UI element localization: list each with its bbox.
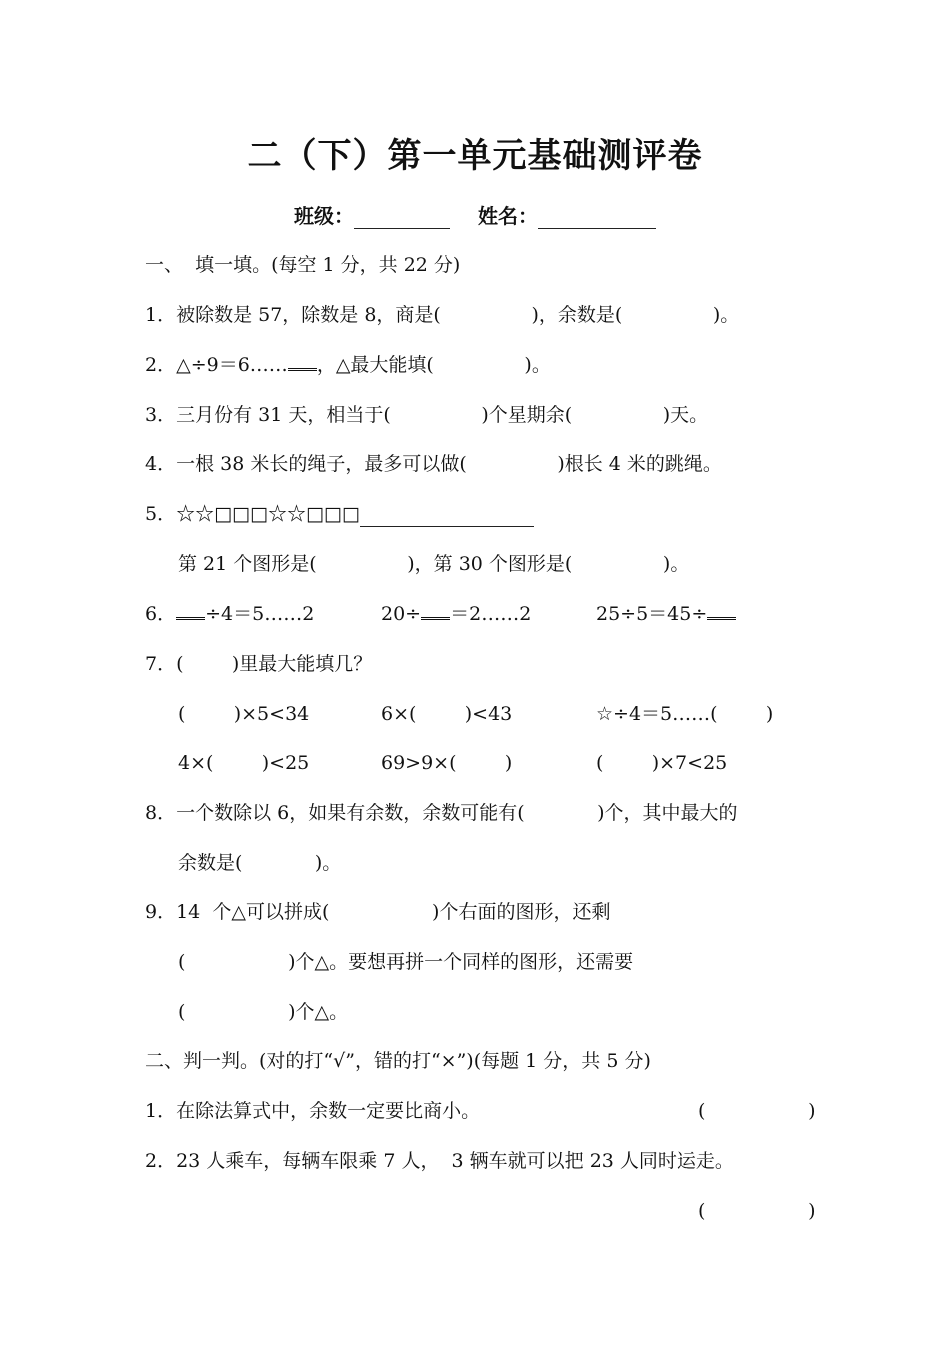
q6-b-text2: ＝2……2 xyxy=(450,603,532,625)
q2-expression: 2．△÷9＝6…… xyxy=(145,354,288,376)
q6-c-text: 25÷5＝45÷ xyxy=(596,603,708,625)
q7-row1-item2: 6×( )<43 xyxy=(381,703,513,725)
question-1-6-c xyxy=(596,601,736,627)
question-1-6-a xyxy=(145,601,314,627)
q6-number: 6． xyxy=(145,603,177,625)
question-1-8-line1: 8．一个数除以 6，如果有余数，余数可能有( )个，其中最大的 xyxy=(145,802,738,824)
pattern-continuation-blank[interactable] xyxy=(360,506,534,527)
student-info xyxy=(0,200,950,229)
question-1-5-sub: 第 21 个图形是( )，第 30 个图形是( )。 xyxy=(178,553,690,575)
question-1-4: 4．一根 38 米长的绳子，最多可以做( )根长 4 米的跳绳。 xyxy=(145,453,722,475)
question-1-7: 7．( )里最大能填几？ xyxy=(145,653,373,675)
question-1-9-line2: ( )个△。要想再拼一个同样的图形，还需要 xyxy=(178,951,634,973)
name-blank[interactable] xyxy=(538,208,656,229)
q6-a-text: ÷4＝5……2 xyxy=(205,603,315,625)
q2-2-answer-paren[interactable]: ( ) xyxy=(698,1200,816,1222)
q7-row2-item2: 69>9×( ) xyxy=(381,752,513,774)
class-blank[interactable] xyxy=(354,208,450,229)
q2-rest: ，△最大能填( )。 xyxy=(316,354,551,376)
q6-b-text1: 20÷ xyxy=(381,603,422,625)
name-label: 姓名： xyxy=(478,204,538,228)
answer-blank[interactable] xyxy=(707,608,736,620)
question-1-6-b xyxy=(381,601,531,627)
question-1-5 xyxy=(145,501,534,527)
question-2-1: 1．在除法算式中，余数一定要比商小。 xyxy=(145,1100,481,1122)
q7-row1-item1: ( )×5<34 xyxy=(178,703,310,725)
answer-blank[interactable] xyxy=(176,608,205,620)
question-1-8-line2: 余数是( )。 xyxy=(178,852,342,874)
class-label: 班级： xyxy=(294,204,354,228)
section2-heading: 二、判一判。(对的打“√”，错的打“×”)(每题 1 分，共 5 分) xyxy=(145,1050,651,1072)
section1-heading: 一、 填一填。(每空 1 分，共 22 分) xyxy=(145,254,461,276)
q2-1-answer-paren[interactable]: ( ) xyxy=(698,1100,816,1122)
q5-pattern: 5．☆☆□□□☆☆□□□ xyxy=(145,503,360,525)
question-1-9-line1: 9．14 个△可以拼成( )个右面的图形，还剩 xyxy=(145,901,611,923)
q7-row2-item3: ( )×7<25 xyxy=(596,752,728,774)
question-2-2: 2．23 人乘车，每辆车限乘 7 人， 3 辆车就可以把 23 人同时运走。 xyxy=(145,1150,734,1172)
q7-row2-item1: 4×( )<25 xyxy=(178,752,310,774)
answer-blank[interactable] xyxy=(421,608,450,620)
question-1-1: 1．被除数是 57，除数是 8，商是( )，余数是( )。 xyxy=(145,304,740,326)
answer-blank[interactable] xyxy=(288,359,317,371)
question-1-9-line3: ( )个△。 xyxy=(178,1001,349,1023)
page-title: 二（下）第一单元基础测评卷 xyxy=(247,136,703,176)
question-1-3: 3．三月份有 31 天，相当于( )个星期余( )天。 xyxy=(145,404,709,426)
q7-row1-item3: ☆÷4＝5……( ) xyxy=(596,703,774,725)
question-1-2 xyxy=(145,352,551,378)
